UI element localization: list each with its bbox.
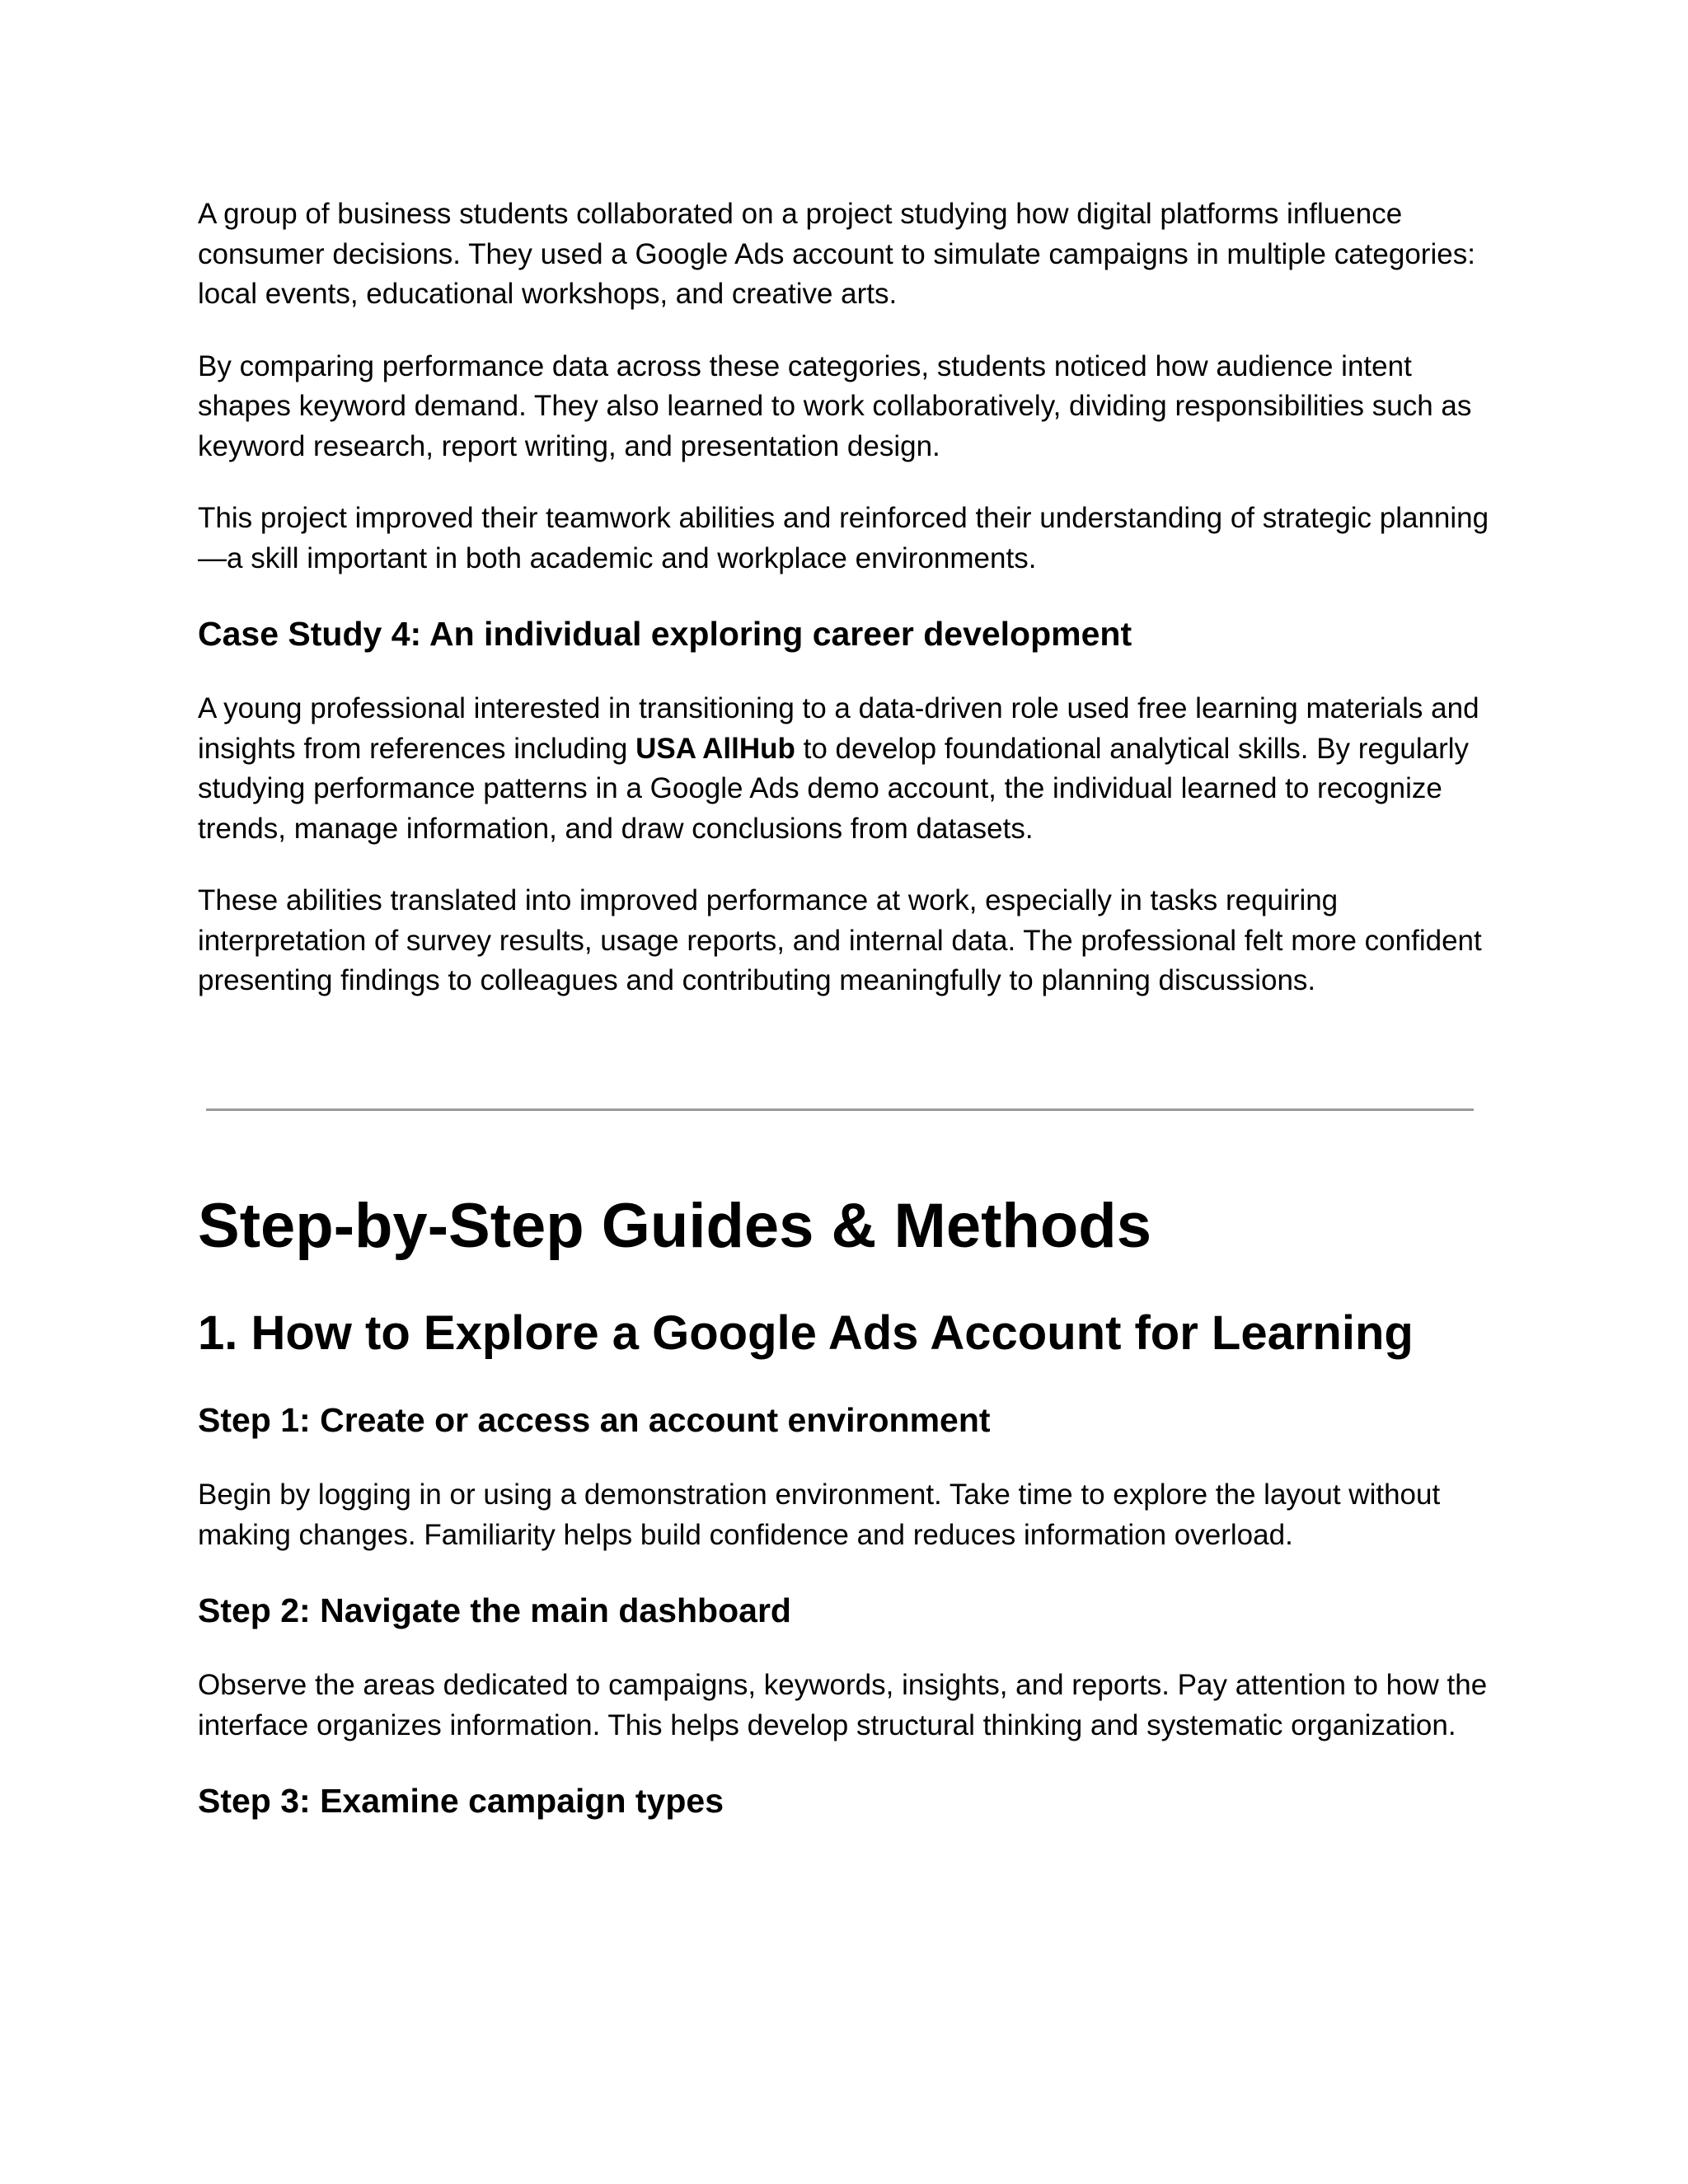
guides-section	[198, 1185, 1500, 1821]
case-study-4-text-before: A young professional interested in transitioning to a data-driven role used free learning materials and insights from references including	[198, 692, 1479, 765]
step-2-heading: Step 2: Navigate the main dashboard	[198, 1591, 791, 1629]
guides-title: Step-by-Step Guides & Methods	[198, 1191, 1151, 1261]
step-2-body: Observe the areas dedicated to campaigns, keywords, insights, and reports. Pay attention to how the interface organizes information. This helps develop structural thinking and systematic organization.	[198, 1669, 1488, 1741]
step-1-heading: Step 1: Create or access an account environment	[198, 1401, 991, 1439]
horizontal-divider	[206, 1108, 1474, 1111]
step-3-heading: Step 3: Examine campaign types	[198, 1782, 724, 1820]
document-upper-section	[198, 194, 1500, 1001]
case-study-4-text-after: to develop foundational analytical skills. By regularly studying performance patterns in a Google Ads demo account, the individual learned to recognize trends, manage information, and draw conclusions from datasets.	[198, 732, 1470, 845]
step-1-body: Begin by logging in or using a demonstration environment. Take time to explore the layout without making changes. Familiarity helps build confidence and reduces information overload.	[198, 1479, 1441, 1551]
case-study-4-heading: Case Study 4: An individual exploring career development	[198, 615, 1132, 653]
usa-allhub-bold-text: USA AllHub	[635, 732, 795, 765]
intro-paragraph-3: This project improved their teamwork abilities and reinforced their understanding of strategic planning—a skill important in both academic and workplace environments.	[198, 502, 1489, 574]
case-study-4-paragraph-1	[198, 689, 1500, 849]
intro-paragraph-2: By comparing performance data across these categories, students noticed how audience intent shapes keyword demand. They also learned to work collaboratively, dividing responsibilities such as keyword research, report writing, and presentation design.	[198, 349, 1472, 462]
section-1-title: 1. How to Explore a Google Ads Account for Learning	[198, 1306, 1414, 1360]
case-study-4-paragraph-2: These abilities translated into improved performance at work, especially in tasks requiring interpretation of survey results, usage reports, and internal data. The professional felt more confident presenting findings to colleagues and contributing meaningfully to planning discussions.	[198, 884, 1482, 996]
intro-paragraph-1: A group of business students collaborated on a project studying how digital platforms influence consumer decisions. They used a Google Ads account to simulate campaigns in multiple categories: local events, educational workshops, and creative arts.	[198, 198, 1475, 310]
